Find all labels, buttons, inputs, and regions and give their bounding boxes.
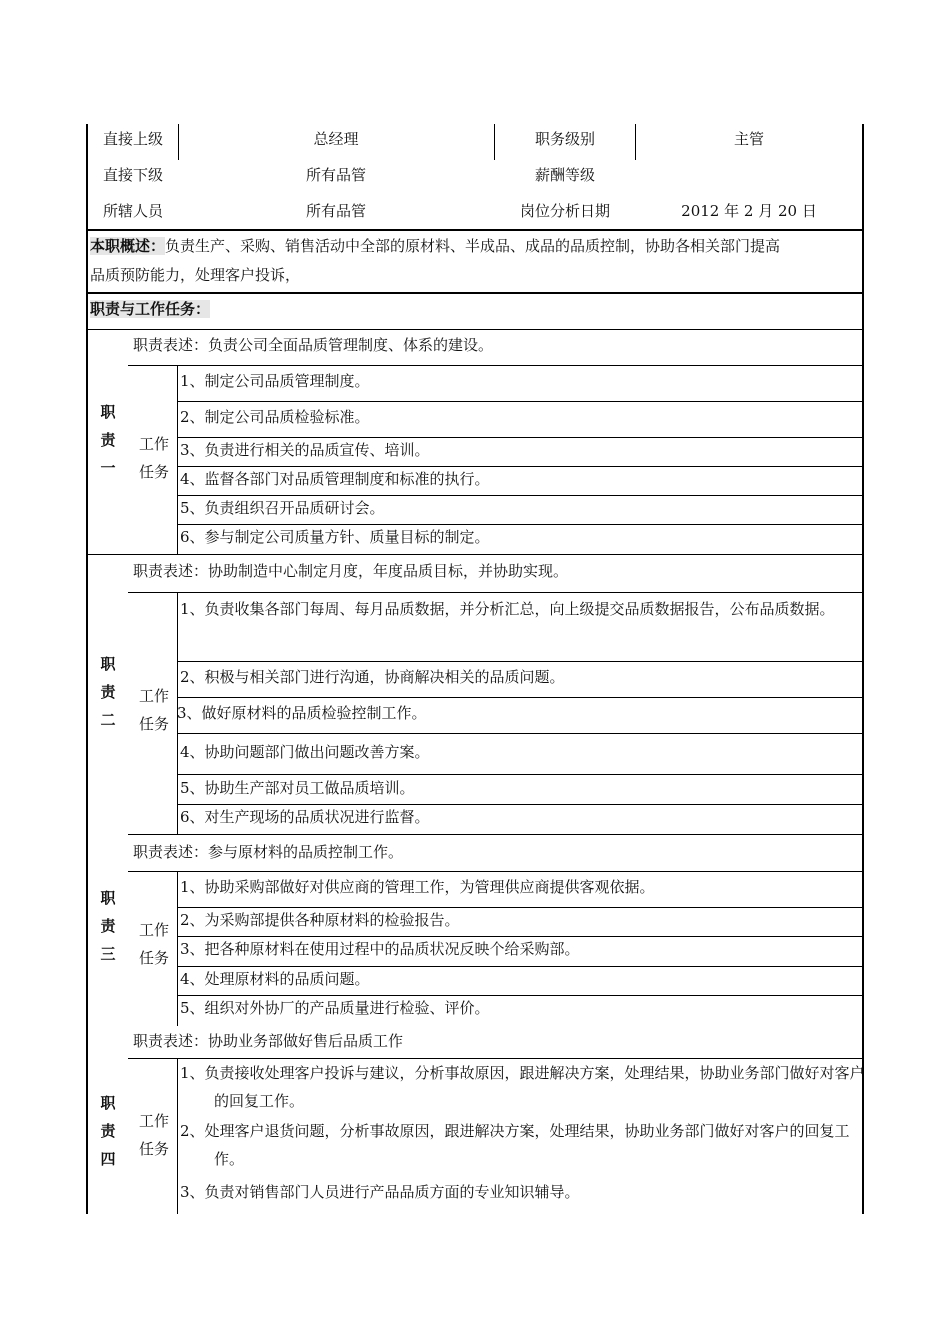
subordinate-label: 直接下级 [102, 166, 163, 184]
date-value: 2012 年 2 月 20 日 [681, 202, 817, 220]
row-line [86, 329, 864, 330]
duty3-work-label: 工作 任务 [138, 921, 169, 967]
header-divider [635, 124, 636, 160]
duty3-task-2: 2、为采购部提供各种原材料的检验报告。 [180, 911, 460, 929]
header-divider [178, 124, 179, 160]
summary-label: 本职概述： [90, 237, 166, 255]
job-summary [90, 232, 860, 290]
row-line [177, 733, 864, 734]
row-line [128, 834, 864, 835]
left-border [86, 124, 88, 1214]
duty3-label: 职 责 三 [100, 889, 116, 963]
duty3-task-1: 1、协助采购部做好对供应商的管理工作，为管理供应商提供客观依据。 [180, 878, 655, 896]
duty4-task-2: 2、处理客户退货问题，分析事故原因，跟进解决方案，处理结果，协助业务部门做好对客户的回复工作。 [180, 1122, 850, 1168]
duty2-work-label: 工作 任务 [138, 687, 169, 733]
staff-value: 所有品管 [305, 202, 366, 220]
row-line [128, 365, 864, 366]
summary-top-border [86, 229, 864, 231]
row-line [128, 592, 864, 593]
summary-text-line2: 品质预防能力，处理客户投诉， [90, 266, 301, 284]
level-value: 主管 [733, 130, 764, 148]
right-border [862, 124, 864, 1214]
duty1-task-5: 5、负责组织召开品质研讨会。 [180, 499, 385, 517]
duty4-task-3: 3、负责对销售部门人员进行产品品质方面的专业知识辅导。 [180, 1183, 580, 1201]
duty1-task-2: 2、制定公司品质检验标准。 [180, 408, 370, 426]
duty4-work-label: 工作 任务 [138, 1112, 169, 1158]
duty3-task-5: 5、组织对外协厂的产品质量进行检验、评价。 [180, 999, 490, 1017]
duty2-task-2: 2、积极与相关部门进行沟通，协商解决相关的品质问题。 [180, 668, 565, 686]
date-label: 岗位分析日期 [519, 202, 610, 220]
supervisor-label: 直接上级 [102, 130, 163, 148]
summary-text-line1: 负责生产、采购、销售活动中全部的原材料、半成品、成品的品质控制，协助各相关部门提高 [165, 237, 781, 255]
row-line [177, 661, 864, 662]
work-col-divider [177, 365, 178, 554]
row-line [177, 401, 864, 402]
level-label: 职务级别 [534, 130, 595, 148]
duty4-statement: 职责表述：协助业务部做好售后品质工作 [133, 1032, 404, 1050]
duty2-task-6: 6、对生产现场的品质状况进行监督。 [180, 808, 430, 826]
duty1-task-1: 1、制定公司品质管理制度。 [180, 372, 370, 390]
duty2-task-1: 1、负责收集各部门每周、每月品质数据，并分析汇总，向上级提交品质数据报告，公布品质数据。 [180, 600, 835, 618]
row-line [177, 697, 864, 698]
duty1-task-3: 3、负责进行相关的品质宣传、培训。 [180, 441, 430, 459]
row-line [86, 554, 864, 555]
duty2-task-4: 4、协助问题部门做出问题改善方案。 [180, 743, 430, 761]
duty2-task-5: 5、协助生产部对员工做品质培训。 [180, 779, 415, 797]
duty1-task-6: 6、参与制定公司质量方针、质量目标的制定。 [180, 528, 490, 546]
supervisor-value: 总经理 [313, 130, 359, 148]
duty1-statement: 职责表述：负责公司全面品质管理制度、体系的建设。 [133, 336, 494, 354]
duty3-task-4: 4、处理原材料的品质问题。 [180, 970, 370, 988]
duty2-task-3: 3、做好原材料的品质检验控制工作。 [177, 704, 427, 722]
staff-label: 所辖人员 [102, 202, 163, 220]
work-col-divider [177, 871, 178, 1026]
duty3-task-3: 3、把各种原材料在使用过程中的品质状况反映个给采购部。 [180, 940, 580, 958]
summary-bottom-border [86, 292, 864, 294]
header-divider [494, 124, 495, 160]
duty4-label: 职 责 四 [100, 1094, 116, 1168]
duty1-work-label: 工作 任务 [138, 435, 169, 481]
duties-title: 职责与工作任务： [90, 300, 211, 318]
subordinate-value: 所有品管 [305, 166, 366, 184]
work-col-divider [177, 1058, 178, 1214]
row-line [128, 871, 864, 872]
duty2-label: 职 责 二 [100, 655, 116, 729]
salary-label: 薪酬等级 [534, 166, 595, 184]
duty1-label: 职 责 一 [100, 403, 116, 477]
duty2-statement: 职责表述：协助制造中心制定月度，年度品质目标，并协助实现。 [133, 562, 569, 580]
duty3-statement: 职责表述：参与原材料的品质控制工作。 [133, 843, 404, 861]
duty4-task-1: 1、负责接收处理客户投诉与建议，分析事故原因，跟进解决方案，处理结果，协助业务部门做好对客户的回复工作。 [180, 1064, 865, 1110]
duty1-task-4: 4、监督各部门对品质管理制度和标准的执行。 [180, 470, 490, 488]
